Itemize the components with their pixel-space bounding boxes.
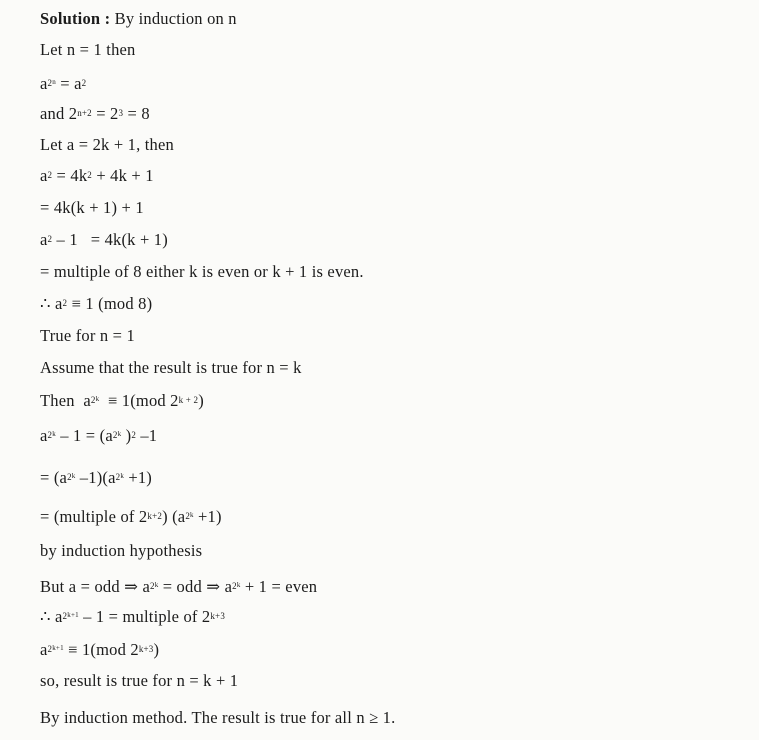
math-line <box>40 607 225 627</box>
math-line <box>40 541 202 561</box>
math-line <box>40 74 86 94</box>
exponent: k + 2 <box>178 395 199 405</box>
line-text: Assume that the result is true for n = k <box>40 358 302 377</box>
math-line <box>40 135 174 155</box>
math-line <box>40 166 154 186</box>
line-text: = (multiple of 2 <box>40 507 148 526</box>
line-text: by induction hypothesis <box>40 541 203 560</box>
exponent: 2k <box>115 472 125 482</box>
line-text: Then a <box>40 391 91 410</box>
line-text: ) <box>198 391 204 410</box>
solution-text: By induction on n <box>114 9 237 28</box>
line-text: = odd ⇒ a <box>158 577 233 596</box>
line-text: a <box>40 230 48 249</box>
line-text: – 1 = multiple of 2 <box>78 607 211 626</box>
line-text: ≡ 1 (mod 8) <box>67 294 153 313</box>
line-text: ≡ 1(mod 2 <box>99 391 179 410</box>
line-text: + 1 = even <box>240 577 318 596</box>
exponent: 2k <box>185 511 194 521</box>
exponent: 2k+1 <box>47 644 64 654</box>
line-text: = multiple of 8 either k is even or k + 1 is even. <box>40 262 364 281</box>
line-text: –1)(a <box>75 468 116 487</box>
line-text: ≡ 1(mod 2 <box>63 640 139 659</box>
math-line <box>40 358 302 378</box>
line-text: = 4k <box>52 166 88 185</box>
exponent: 2k <box>90 395 100 405</box>
math-line <box>40 507 222 527</box>
line-text: = 4k(k + 1) + 1 <box>40 198 144 217</box>
line-text: ∴ a <box>40 607 63 626</box>
exponent: 2n <box>47 78 56 88</box>
math-line <box>40 577 317 597</box>
math-line <box>40 326 135 346</box>
exponent: 2 <box>47 234 53 244</box>
math-line <box>40 426 157 446</box>
line-text: = a <box>55 74 82 93</box>
exponent: n+2 <box>77 108 92 118</box>
exponent: k+3 <box>210 611 226 621</box>
line-text: + 4k + 1 <box>92 166 154 185</box>
line-text: a <box>40 166 48 185</box>
solution-heading-line <box>40 9 237 29</box>
math-line <box>40 230 168 250</box>
exponent: 2k <box>67 472 76 482</box>
line-text: –1 <box>136 426 158 445</box>
line-text: ) <box>121 426 132 445</box>
line-text: and 2 <box>40 104 78 123</box>
conclusion-line <box>40 708 395 728</box>
math-line <box>40 640 159 660</box>
exponent: 2k <box>232 581 241 591</box>
line-text: ∴ a <box>40 294 63 313</box>
exponent: 2 <box>62 298 68 308</box>
line-text: +1) <box>193 507 222 526</box>
exponent: 2 <box>81 78 87 88</box>
math-line <box>40 294 152 314</box>
exponent: 2 <box>47 170 53 180</box>
exponent: k+2 <box>147 511 163 521</box>
line-text: – 1 = 4k(k + 1) <box>52 230 168 249</box>
line-text: = 2 <box>91 104 119 123</box>
exponent: 2k <box>112 430 122 440</box>
line-text: a <box>40 426 48 445</box>
line-text: True for n = 1 <box>40 326 135 345</box>
line-text: ) (a <box>162 507 186 526</box>
exponent: 2k <box>47 430 56 440</box>
solution-label: Solution : <box>40 9 111 28</box>
exponent: 2 <box>87 170 92 180</box>
math-line <box>40 391 204 411</box>
line-text: Let n = 1 then <box>40 40 136 59</box>
math-line <box>40 262 364 282</box>
line-text: so, result is true for n = k + 1 <box>40 671 239 690</box>
line-text: +1) <box>124 468 152 487</box>
line-text: a <box>40 74 48 93</box>
math-line <box>40 198 144 218</box>
line-text: = (a <box>40 468 68 487</box>
exponent: 2k <box>150 581 159 591</box>
line-text: a <box>40 640 48 659</box>
line-text: But a = odd ⇒ a <box>40 577 150 596</box>
exponent: 3 <box>118 108 124 118</box>
line-text: Let a = 2k + 1, then <box>40 135 174 154</box>
exponent: k+3 <box>138 644 154 654</box>
math-line <box>40 40 136 60</box>
math-line <box>40 468 152 488</box>
line-text: By induction method. The result is true for all n ≥ 1. <box>40 708 396 727</box>
exponent: 2k+1 <box>62 611 79 621</box>
exponent: 2 <box>131 430 137 440</box>
line-text: – 1 = (a <box>55 426 113 445</box>
math-line <box>40 104 150 124</box>
line-text: = 8 <box>123 104 150 123</box>
math-line <box>40 671 238 691</box>
line-text: ) <box>153 640 160 659</box>
